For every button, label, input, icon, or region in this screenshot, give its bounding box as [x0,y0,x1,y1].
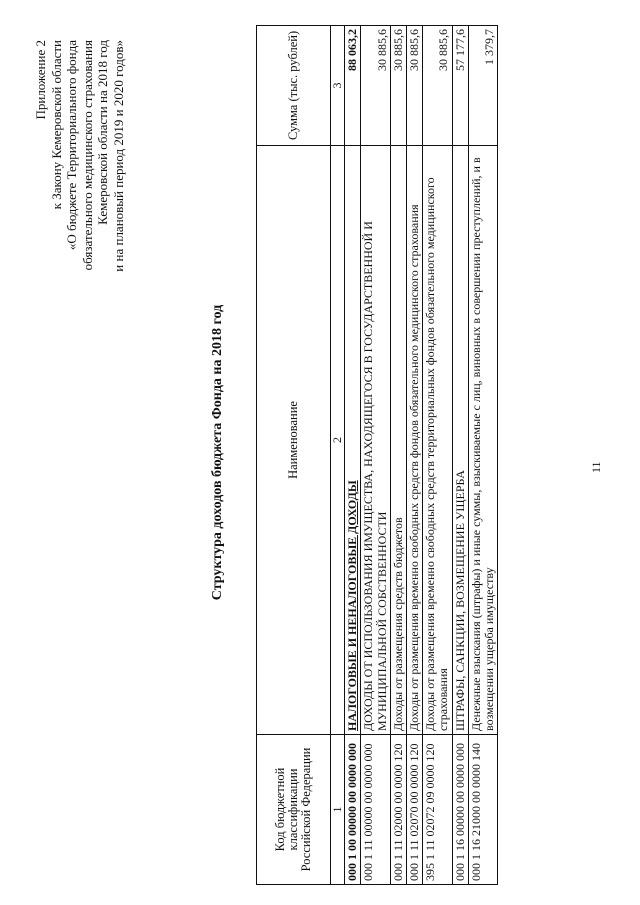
table-header-row [257,26,331,885]
row-sum: 88 063,2 [345,26,361,146]
row-name: ДОХОДЫ ОТ ИСПОЛЬЗОВАНИЯ ИМУЩЕСТВА, НАХОДЯЩЕГОСЯ В ГОСУДАРСТВЕННОЙ И МУНИЦИПАЛЬНОЙ СОБСТВЕННОСТИ [361,145,390,734]
row-name: НАЛОГОВЫЕ И НЕНАЛОГОВЫЕ ДОХОДЫ [345,145,361,734]
table-row [423,26,452,885]
appendix-line: «О бюджете Территориального фонда [64,40,80,251]
row-name: Доходы от размещения временно свободных средств территориальных фондов обязательного медицинского страхования [423,145,452,734]
row-code: 000 1 11 00000 00 0000 000 [361,735,390,885]
row-code: 395 1 11 02072 09 0000 120 [423,735,452,885]
table-row [361,26,390,885]
row-code: 000 1 16 21000 00 0000 140 [468,735,497,885]
row-sum: 30 885,6 [423,26,452,146]
page-number: 11 [589,461,603,473]
table-row [390,26,406,885]
appendix-line: к Закону Кемеровской области [48,40,64,210]
income-structure-table [256,25,498,885]
row-name: Денежные взыскания (штрафы) и иные суммы, взыскиваемые с лиц, виновных в совершении преступлений, и в возмещении ущерба имуществу [468,145,497,734]
header-name: Наименование [257,145,331,734]
row-sum: 57 177,6 [452,26,468,146]
column-number: 2 [331,145,345,734]
row-code: 000 1 00 00000 00 0000 000 [345,735,361,885]
document-title: Структура доходов бюджета Фонда на 2018 год [210,304,225,601]
row-code: 000 1 11 02070 00 0000 120 [407,735,423,885]
appendix-line: Приложение 2 [33,40,48,120]
row-name: ШТРАФЫ, САНКЦИИ, ВОЗМЕЩЕНИЕ УЩЕРБА [452,145,468,734]
row-code: 000 1 16 00000 00 0000 000 [452,735,468,885]
appendix-line: и на плановый период 2019 и 2020 годов» [110,40,126,272]
column-numbers-row [331,26,345,885]
column-number: 3 [331,26,345,146]
row-name: Доходы от размещения временно свободных средств фондов обязательного медицинского страхования [407,145,423,734]
appendix-note [33,40,127,420]
row-sum: 1 379,7 [468,26,497,146]
table-row [407,26,423,885]
header-code: Код бюджетной классификации Российской Федерации [257,735,331,885]
appendix-line: обязательного медицинского страхования [79,40,95,271]
table-row [345,26,361,885]
row-code: 000 1 11 02000 00 0000 120 [390,735,406,885]
header-sum: Сумма (тыс. рублей) [257,26,331,146]
table-row [468,26,497,885]
row-sum: 30 885,6 [390,26,406,146]
table-row [452,26,468,885]
row-sum: 30 885,6 [407,26,423,146]
row-sum: 30 885,6 [361,26,390,146]
row-name: Доходы от размещения средств бюджетов [390,145,406,734]
appendix-line: Кемеровской области на 2018 год [95,40,111,225]
column-number: 1 [331,735,345,885]
